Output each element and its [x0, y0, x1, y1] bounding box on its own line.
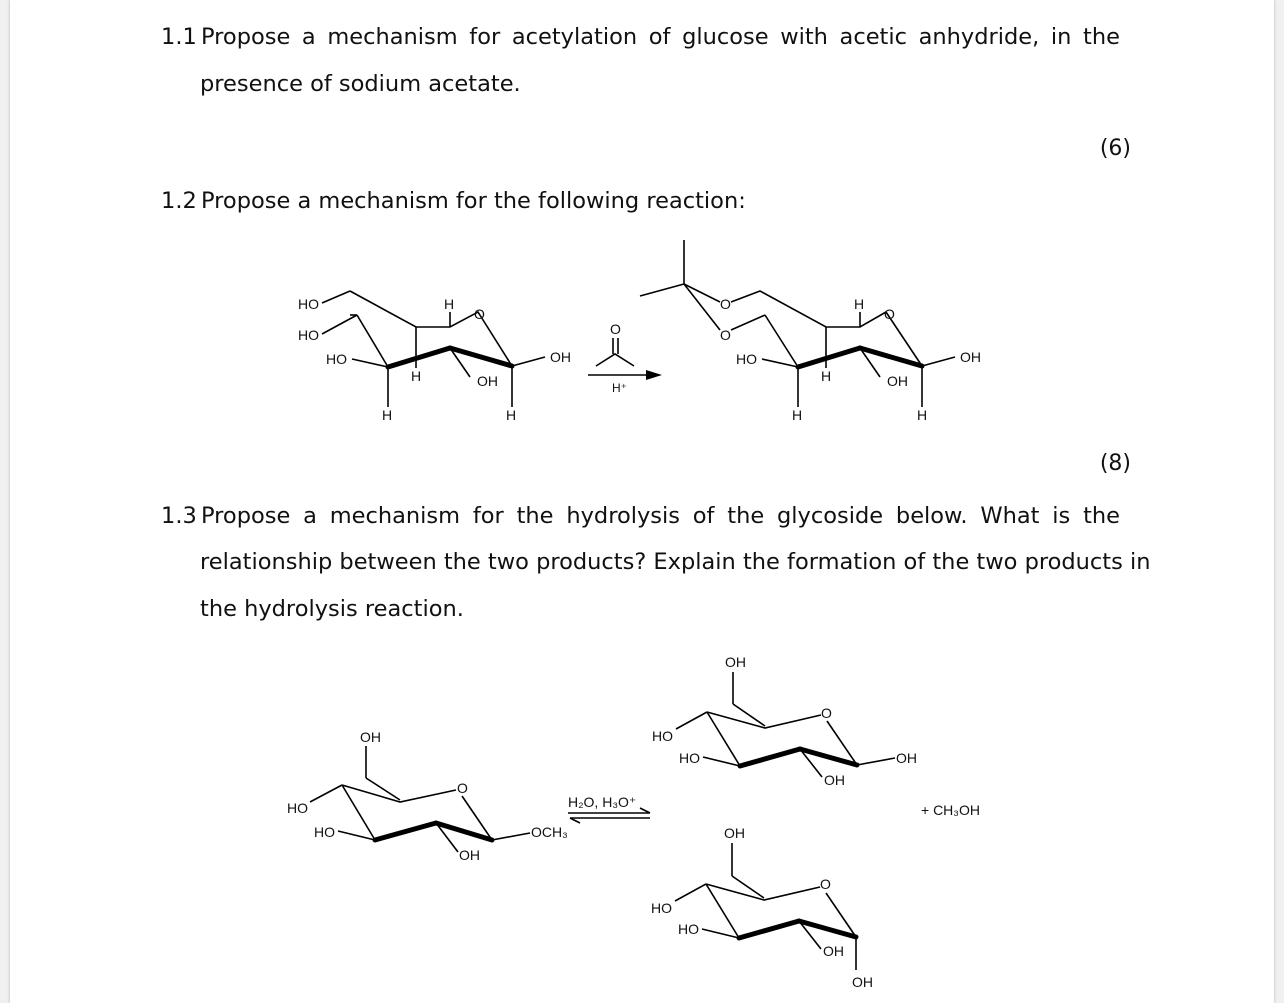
label-h: H: [444, 296, 455, 312]
label-oh: OH: [887, 373, 908, 389]
label-h: H: [917, 407, 928, 423]
question-text-line: Propose a mechanism for acetylation of glucose with acetic anhydride, in the: [201, 24, 1120, 50]
label-ho: HO: [679, 750, 700, 766]
question-text-line: relationship between the two products? Explain the formation of the two products in: [200, 549, 1151, 575]
label-ring-oxygen: O: [884, 306, 895, 322]
label-oxygen: O: [720, 327, 731, 343]
equilibrium-arrow: [568, 794, 650, 823]
label-ho: HO: [314, 824, 335, 840]
marks-1-1: (6): [1099, 136, 1131, 161]
catalyst-label: H⁺: [612, 381, 627, 395]
label-ring-oxygen: O: [457, 780, 468, 796]
label-ho: HO: [678, 921, 699, 937]
label-h: H: [821, 368, 832, 384]
substituent-bond: [338, 831, 375, 840]
product-alpha-anomer: [651, 825, 873, 990]
label-h: H: [854, 296, 865, 312]
label-ho: HO: [326, 351, 347, 367]
label-h: H: [792, 407, 803, 423]
byproduct-methanol: + CH₃OH: [921, 802, 980, 818]
question-text-line: the hydrolysis reaction.: [200, 596, 464, 622]
reagents-label: H₂O, H₃O⁺: [568, 794, 637, 810]
label-ho: HO: [652, 728, 673, 744]
label-h: H: [411, 368, 422, 384]
reactant-methyl-glycoside: [287, 729, 568, 863]
wedge-bond: [740, 749, 800, 766]
wedge-bond: [375, 823, 436, 840]
label-oh: OH: [960, 349, 981, 365]
marks-1-2: (8): [1099, 451, 1131, 476]
wedge-bond: [436, 823, 492, 840]
substituent-bond: [676, 712, 707, 729]
label-oh: OH: [459, 847, 480, 863]
label-oh: OH: [725, 654, 746, 670]
label-ring-oxygen: O: [474, 306, 485, 322]
ch2oh-bond: [732, 876, 764, 898]
label-ho: HO: [298, 296, 319, 312]
label-oh: OH: [823, 943, 844, 959]
label-ring-oxygen: O: [821, 705, 832, 721]
label-ho: HO: [298, 327, 319, 343]
label-oh: OH: [724, 825, 745, 841]
label-och3: OCH₃: [531, 824, 568, 840]
label-oxygen: O: [720, 296, 731, 312]
substituent-bond: [675, 884, 706, 901]
label-oh: OH: [477, 373, 498, 389]
label-ho: HO: [651, 900, 672, 916]
wedge-bond: [739, 921, 799, 938]
label-ring-oxygen: O: [820, 876, 831, 892]
question-text-line: Propose a mechanism for the hydrolysis of the glycoside below. What is the: [201, 503, 1120, 529]
substituent-bond: [310, 785, 342, 802]
label-oh: OH: [824, 772, 845, 788]
substituent-bond: [857, 758, 895, 765]
question-text-line: presence of sodium acetate.: [200, 71, 521, 97]
label-ho: HO: [736, 351, 757, 367]
question-number: 1.1: [161, 24, 197, 50]
label-ho: HO: [287, 800, 308, 816]
label-oh: OH: [360, 729, 381, 745]
ch2oh-bond: [733, 704, 765, 726]
label-h: H: [382, 407, 393, 423]
label-oh: OH: [852, 974, 873, 990]
label-carbonyl-oxygen: O: [610, 321, 621, 337]
question-text-line: Propose a mechanism for the following reaction:: [201, 188, 746, 214]
label-oh: OH: [550, 349, 571, 365]
label-h: H: [506, 407, 517, 423]
substituent-bond: [492, 833, 530, 840]
question-number: 1.2: [161, 188, 197, 214]
label-oh: OH: [896, 750, 917, 766]
question-number: 1.3: [161, 503, 197, 529]
product-beta-anomer: [652, 654, 917, 788]
